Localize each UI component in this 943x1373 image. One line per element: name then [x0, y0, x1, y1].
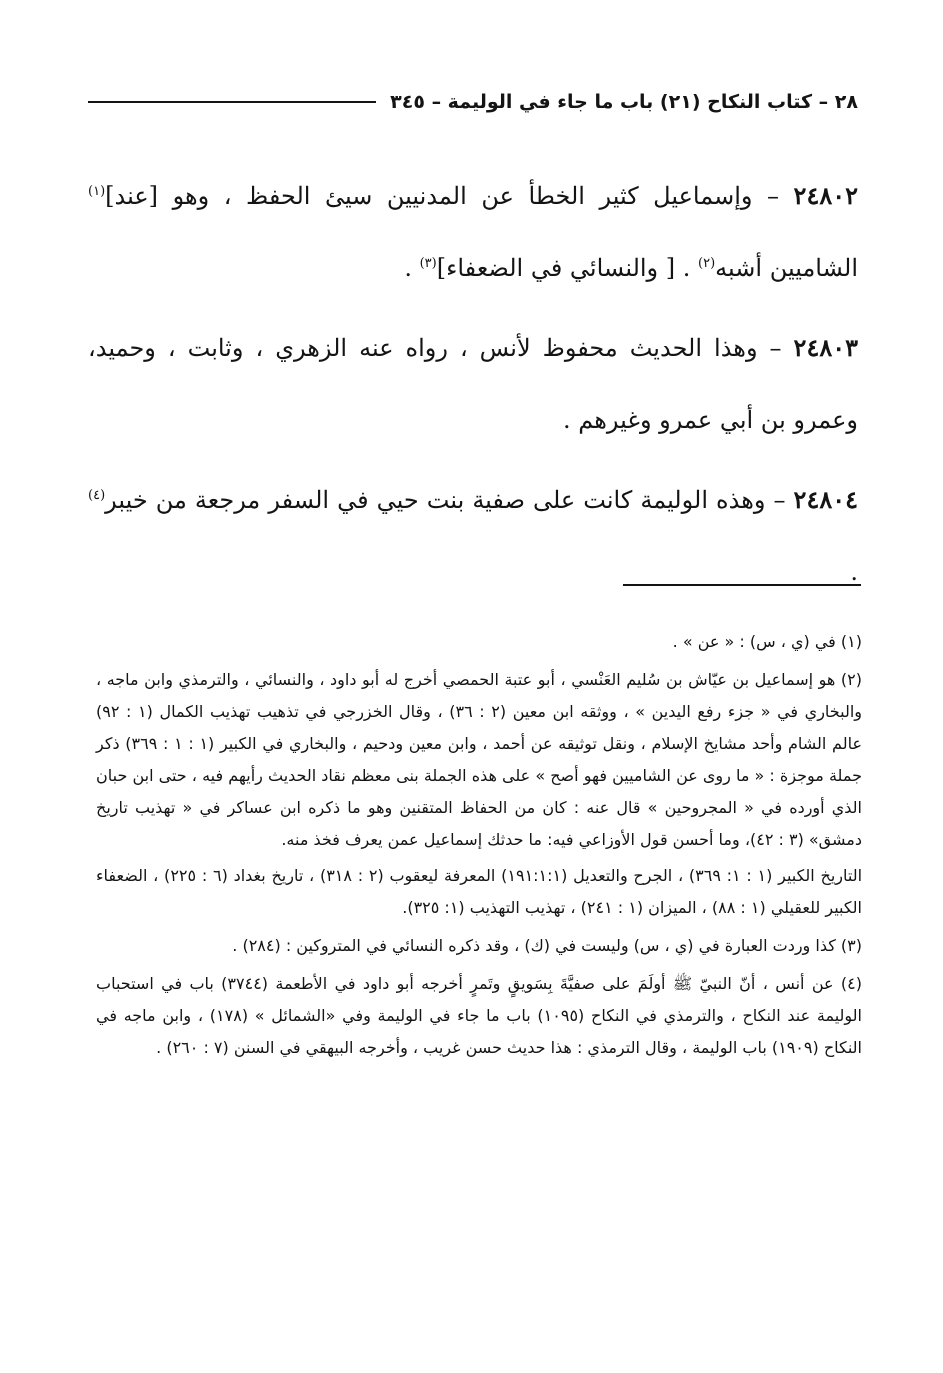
footnote-divider — [623, 584, 861, 586]
footnote-ref-1: (١) — [88, 184, 106, 199]
paragraph-text: . — [850, 558, 858, 586]
footnote-2-sources: التاريخ الكبير (١ : ١: ٣٦٩) ، الجرح والتعديل (١٩١:١:١) المعرفة ليعقوب (٢ : ٣١٨) ، تاريخ بغداد (٦ : ٢٢٥) ، الضعفاء الكبير للعقيلي (١ : ٨٨) ، الميزان (١ : ٢٤١) ، تهذيب التهذيب (١: ٣٢٥). — [96, 866, 863, 917]
running-head: ٢٨ – كتاب النكاح (٢١) باب ما جاء في الوليمة – ٣٤٥ — [390, 91, 858, 113]
paragraph-text: . — [404, 254, 420, 282]
paragraph-number: ٢٤٨٠٤ — [793, 485, 858, 514]
main-text — [88, 160, 858, 608]
paragraph-text: الشاميين أشبه — [715, 254, 858, 282]
footnote-1: (١) في (ي ، س) : « عن » . — [672, 632, 862, 651]
paragraph-24804 — [88, 464, 858, 608]
paragraph-text: – وهذه الوليمة كانت على صفية بنت حيي في السفر مرجعة من خيبر — [105, 486, 794, 514]
footnote-3: (٣) كذا وردت العبارة في (ي ، س) وليست في (ك) ، وقد ذكره النسائي في المتروكين : (٢٨٤) . — [232, 936, 862, 955]
footnote-ref-4: (٤) — [88, 488, 106, 503]
header-rule — [88, 101, 376, 103]
paragraph-text: – وهذا الحديث محفوظ لأنس ، رواه عنه الزهري ، وثابت ، وحميد، وعمرو بن أبي عمرو وغيرهم . — [88, 334, 858, 434]
footnote-ref-3: (٣) — [419, 256, 437, 271]
paragraph-number: ٢٤٨٠٢ — [793, 181, 858, 210]
page-header — [88, 82, 858, 122]
paragraph-24803 — [88, 312, 858, 456]
footnote-ref-2: (٢) — [698, 256, 716, 271]
paragraph-number: ٢٤٨٠٣ — [793, 333, 858, 362]
paragraph-text: – وإسماعيل كثير الخطأ عن المدنيين سيئ الحفظ ، وهو [عند] — [105, 182, 794, 210]
footnote-4: (٤) عن أنس ، أنّ النبيّ ﷺ أولَمَ على صفيَّةَ بِسَويقٍ وتَمرٍ أخرجه أبو داود في الأطعمة (٣٧٤٤) باب في استحباب الوليمة عند النكاح ، والترمذي في النكاح (١٠٩٥) باب ما جاء في الوليمة وفي «الشمائل » (١٧٨) ، وابن ماجه في النكاح (١٩٠٩) باب الوليمة ، وقال الترمذي : هذا حديث حسن غريب ، وأخرجه البيهقي في السنن (٧ : ٢٦٠) . — [96, 974, 863, 1057]
paragraph-24802 — [88, 160, 858, 304]
paragraph-text: . [ والنسائي في الضعفاء] — [436, 254, 699, 282]
footnote-2: (٢) هو إسماعيل بن عيّاش بن سُليم العَنْسي ، أبو عتبة الحمصي أخرج له أبو داود ، والنسائي ، والترمذي وابن ماجه ، والبخاري في « جزء رفع اليدين » ، ووثقه ابن معين (٢ : ٣٦) ، وقال الخزرجي في تذهيب تهذيب الكمال (١ : ٩٢) عالم الشام وأحد مشايخ الإسلام ، ونقل توثيقه عن أحمد ، وابن معين ودحيم ، والبخاري في الكبير (١ : ١ : ٣٦٩) ذكر جملة موجزة : « ما روى عن الشاميين فهو أصح » على هذه الجملة بنى معظم نقاد الحديث رأيهم فيه ، حتى ابن حبان الذي أورده في « المجروحين » قال عنه : كان من الحفاظ المتقنين وهو ما ذكره ابن عساكر في « تهذيب تاريخ دمشق» (٣ : ٤٢)، وما أحسن قول الأوزاعي فيه: ما حدثك إسماعيل عمن يعرف فخذ منه. — [96, 670, 863, 849]
footnotes — [96, 626, 862, 1064]
